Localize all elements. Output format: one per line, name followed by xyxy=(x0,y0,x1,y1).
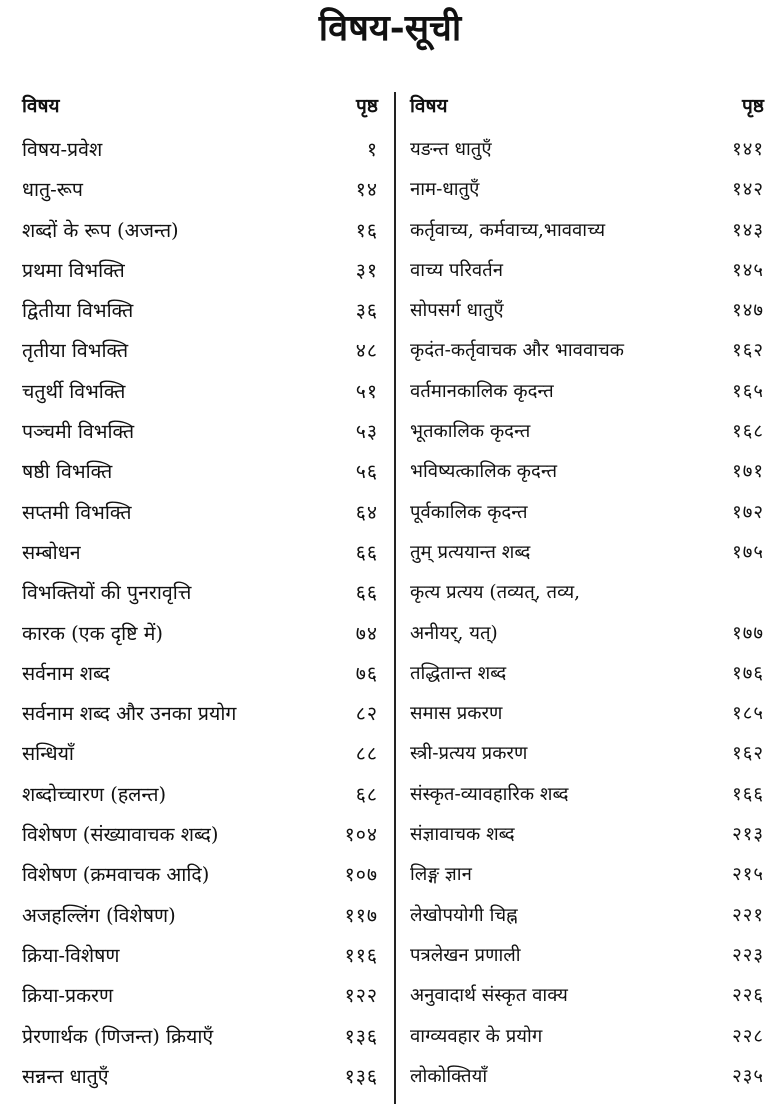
page-header: पृष्ठ xyxy=(356,95,378,117)
toc-entry-topic: सन्नन्त धातुएँ xyxy=(22,1064,109,1088)
toc-entry xyxy=(22,533,378,573)
toc-entry-page: ६६ xyxy=(355,581,378,605)
toc-entry xyxy=(22,654,378,694)
toc-entry-topic: कृत्य प्रत्यय (तव्यत्, तव्य, xyxy=(410,582,581,604)
toc-entry-topic: सोपसर्ग धातुएँ xyxy=(410,300,504,322)
toc-entry xyxy=(22,130,378,170)
toc-entry-page: ५३ xyxy=(355,420,378,444)
toc-entry-topic: शब्दोच्चारण (हलन्त) xyxy=(22,782,167,806)
toc-entry xyxy=(410,211,764,251)
toc-entry-page: १६२ xyxy=(732,743,764,765)
page-title: विषय-सूची xyxy=(318,7,462,49)
toc-entry xyxy=(22,331,378,371)
toc-entry xyxy=(22,936,378,976)
toc-entry xyxy=(22,452,378,492)
toc-entry xyxy=(410,493,764,533)
toc-entry-topic: लेखोपयोगी चिह्न xyxy=(410,904,518,926)
toc-entry xyxy=(22,211,378,251)
toc-entry-topic: क्रिया-प्रकरण xyxy=(22,984,114,1008)
toc-entry-topic: नाम-धातुएँ xyxy=(410,179,480,201)
toc-entry-page: २३५ xyxy=(732,1065,764,1087)
toc-entry xyxy=(22,412,378,452)
toc-entry-page: १७७ xyxy=(732,622,764,644)
toc-entry-topic: अनीयर्, यत्) xyxy=(410,622,498,644)
toc-entry-topic: शब्दों के रूप (अजन्त) xyxy=(22,218,179,242)
toc-entry xyxy=(22,855,378,895)
toc-entry-page: २२३ xyxy=(732,944,764,966)
toc-entry-topic: षष्ठी विभक्ति xyxy=(22,460,113,484)
toc-entry-topic: सन्धियाँ xyxy=(22,742,74,766)
toc-entry xyxy=(410,775,764,815)
toc-right-list xyxy=(410,130,764,1097)
toc-entry-page: १४१ xyxy=(732,139,764,160)
toc-left-header xyxy=(22,90,378,122)
toc-entry-page: ३६ xyxy=(355,299,378,323)
toc-entry-page: ६६ xyxy=(355,540,378,564)
toc-entry-page: १३६ xyxy=(344,1064,378,1088)
toc-entry-page: १४ xyxy=(355,178,378,202)
toc-entry-page: १६६ xyxy=(732,783,764,805)
toc-entry-topic: सर्वनाम शब्द और उनका प्रयोग xyxy=(22,702,237,726)
toc-entry-topic: पत्रलेखन प्रणाली xyxy=(410,944,521,966)
toc-entry xyxy=(410,734,764,774)
toc-entry-topic: कर्तृवाच्य, कर्मवाच्य,भाववाच्य xyxy=(410,219,606,241)
toc-entry-topic: संज्ञावाचक शब्द xyxy=(410,824,515,846)
toc-entry-page: ११७ xyxy=(344,903,378,927)
toc-entry xyxy=(410,1057,764,1097)
toc-entry xyxy=(410,614,764,654)
toc-entry-page: १७१ xyxy=(732,461,764,483)
toc-entry-page: १०४ xyxy=(344,823,378,847)
toc-entry-page: १३६ xyxy=(344,1024,378,1048)
toc-entry-page: १४७ xyxy=(732,300,764,322)
toc-entry-page: १२२ xyxy=(344,984,378,1008)
toc-entry xyxy=(22,976,378,1016)
toc-entry-page: २२६ xyxy=(732,985,764,1007)
toc-left-list xyxy=(22,130,378,1097)
toc-entry-topic: वाग्व्यवहार के प्रयोग xyxy=(410,1025,543,1047)
toc-entry-page: १६ xyxy=(355,218,378,242)
toc-entry-page: ३१ xyxy=(355,258,378,282)
toc-entry xyxy=(410,855,764,895)
toc-entry-page: ५१ xyxy=(355,379,378,403)
toc-entry xyxy=(410,291,764,331)
toc-entry-page: २१५ xyxy=(732,864,764,886)
toc-entry-topic: क्रिया-विशेषण xyxy=(22,943,120,967)
toc-entry-topic: विशेषण (संख्यावाचक शब्द) xyxy=(22,823,219,847)
toc-entry xyxy=(410,130,764,170)
toc-right-column xyxy=(410,90,764,1097)
toc-entry-page: ८८ xyxy=(355,742,378,766)
page-header: पृष्ठ xyxy=(742,95,764,117)
toc-entry-page: १०७ xyxy=(344,863,378,887)
toc-entry xyxy=(22,694,378,734)
toc-entry-topic: तुम् प्रत्ययान्त शब्द xyxy=(410,541,531,563)
toc-entry-topic: यङन्त धातुएँ xyxy=(410,139,492,160)
toc-entry xyxy=(410,170,764,210)
toc-entry-page: १७२ xyxy=(732,501,764,523)
topic-header: विषय xyxy=(410,95,448,117)
toc-entry-topic: सम्बोधन xyxy=(22,540,81,564)
toc-entry xyxy=(22,614,378,654)
toc-entry-topic: अनुवादार्थ संस्कृत वाक्य xyxy=(410,985,568,1007)
toc-entry-topic: तृतीया विभक्ति xyxy=(22,339,129,363)
toc-entry-topic: सप्तमी विभक्ति xyxy=(22,500,132,524)
toc-entry-page: १६५ xyxy=(732,380,764,402)
toc-entry xyxy=(410,452,764,492)
toc-entry-topic: पूर्वकालिक कृदन्त xyxy=(410,501,528,523)
toc-entry xyxy=(410,573,764,613)
toc-entry-page: १४२ xyxy=(732,179,764,201)
toc-entry-topic: भूतकालिक कृदन्त xyxy=(410,421,531,443)
toc-entry xyxy=(410,331,764,371)
toc-left-column xyxy=(22,90,378,1097)
toc-entry-page: १७५ xyxy=(732,541,764,563)
toc-entry xyxy=(410,533,764,573)
toc-entry-topic: विषय-प्रवेश xyxy=(22,138,103,161)
toc-entry xyxy=(22,372,378,412)
toc-entry-page: २२१ xyxy=(732,904,764,926)
toc-entry-page: ७६ xyxy=(355,661,378,685)
toc-entry-page: ४८ xyxy=(355,339,378,363)
toc-entry-topic: लोकोक्तियाँ xyxy=(410,1065,488,1087)
toc-entry-topic: वाच्य परिवर्तन xyxy=(410,259,503,281)
toc-entry-topic: लिङ्ग ज्ञान xyxy=(410,864,472,886)
toc-entry xyxy=(22,1017,378,1057)
toc-entry-topic: धातु-रूप xyxy=(22,178,83,202)
toc-entry-topic: वर्तमानकालिक कृदन्त xyxy=(410,380,554,402)
toc-entry-page: ५६ xyxy=(355,460,378,484)
toc-entry xyxy=(22,493,378,533)
toc-entry-topic: विभक्तियों की पुनरावृत्ति xyxy=(22,581,192,605)
toc-entry xyxy=(22,734,378,774)
toc-entry-page: ६४ xyxy=(355,500,378,524)
toc-entry-topic: प्रथमा विभक्ति xyxy=(22,258,125,282)
toc-entry-topic: प्रेरणार्थक (णिजन्त) क्रियाएँ xyxy=(22,1024,214,1048)
toc-entry-topic: द्वितीया विभक्ति xyxy=(22,299,134,323)
toc-entry xyxy=(410,815,764,855)
toc-entry xyxy=(410,936,764,976)
toc-entry-topic: अजहल्लिंग (विशेषण) xyxy=(22,903,176,927)
toc-entry-topic: तद्धितान्त शब्द xyxy=(410,662,507,684)
toc-entry xyxy=(410,896,764,936)
toc-entry-topic: भविष्यत्कालिक कृदन्त xyxy=(410,461,558,483)
toc-entry xyxy=(22,170,378,210)
toc-entry-topic: कारक (एक दृष्टि में) xyxy=(22,621,164,645)
toc-entry xyxy=(410,654,764,694)
toc-entry-page: १६८ xyxy=(732,421,764,443)
column-divider xyxy=(394,92,396,1104)
toc-entry-page: १६२ xyxy=(732,340,764,362)
toc-entry-topic: पञ्चमी विभक्ति xyxy=(22,420,135,444)
toc-entry-page: ६८ xyxy=(355,782,378,806)
toc-entry-page: १८५ xyxy=(732,703,764,725)
toc-entry-topic: चतुर्थी विभक्ति xyxy=(22,379,126,403)
toc-entry xyxy=(410,412,764,452)
toc-entry-topic: विशेषण (क्रमवाचक आदि) xyxy=(22,863,210,887)
toc-entry-page: २१३ xyxy=(732,824,764,846)
toc-entry xyxy=(22,896,378,936)
toc-entry-topic: स्त्री-प्रत्यय प्रकरण xyxy=(410,743,528,765)
toc-entry xyxy=(410,1017,764,1057)
toc-entry-page: ११६ xyxy=(344,943,378,967)
toc-entry xyxy=(410,694,764,734)
toc-right-header xyxy=(410,90,764,122)
toc-entry-topic: कृदंत-कर्तृवाचक और भाववाचक xyxy=(410,340,624,362)
toc-entry xyxy=(22,1057,378,1097)
toc-entry xyxy=(410,976,764,1016)
toc-entry xyxy=(22,573,378,613)
toc-entry-page: १४५ xyxy=(732,259,764,281)
toc-entry xyxy=(22,815,378,855)
topic-header: विषय xyxy=(22,95,60,117)
toc-entry-page: १ xyxy=(366,138,378,161)
toc-entry-topic: समास प्रकरण xyxy=(410,703,503,725)
toc-entry xyxy=(410,372,764,412)
toc-entry xyxy=(22,251,378,291)
toc-entry-page: ७४ xyxy=(355,621,378,645)
toc-entry-page: २२८ xyxy=(732,1025,764,1047)
toc-entry-page: ८२ xyxy=(355,702,378,726)
toc-entry xyxy=(22,291,378,331)
toc-entry xyxy=(22,775,378,815)
toc-entry-topic: सर्वनाम शब्द xyxy=(22,661,110,685)
toc-entry-page: १७६ xyxy=(732,662,764,684)
toc-entry xyxy=(410,251,764,291)
toc-entry-topic: संस्कृत-व्यावहारिक शब्द xyxy=(410,783,569,805)
toc-entry-page: १४३ xyxy=(732,219,764,241)
